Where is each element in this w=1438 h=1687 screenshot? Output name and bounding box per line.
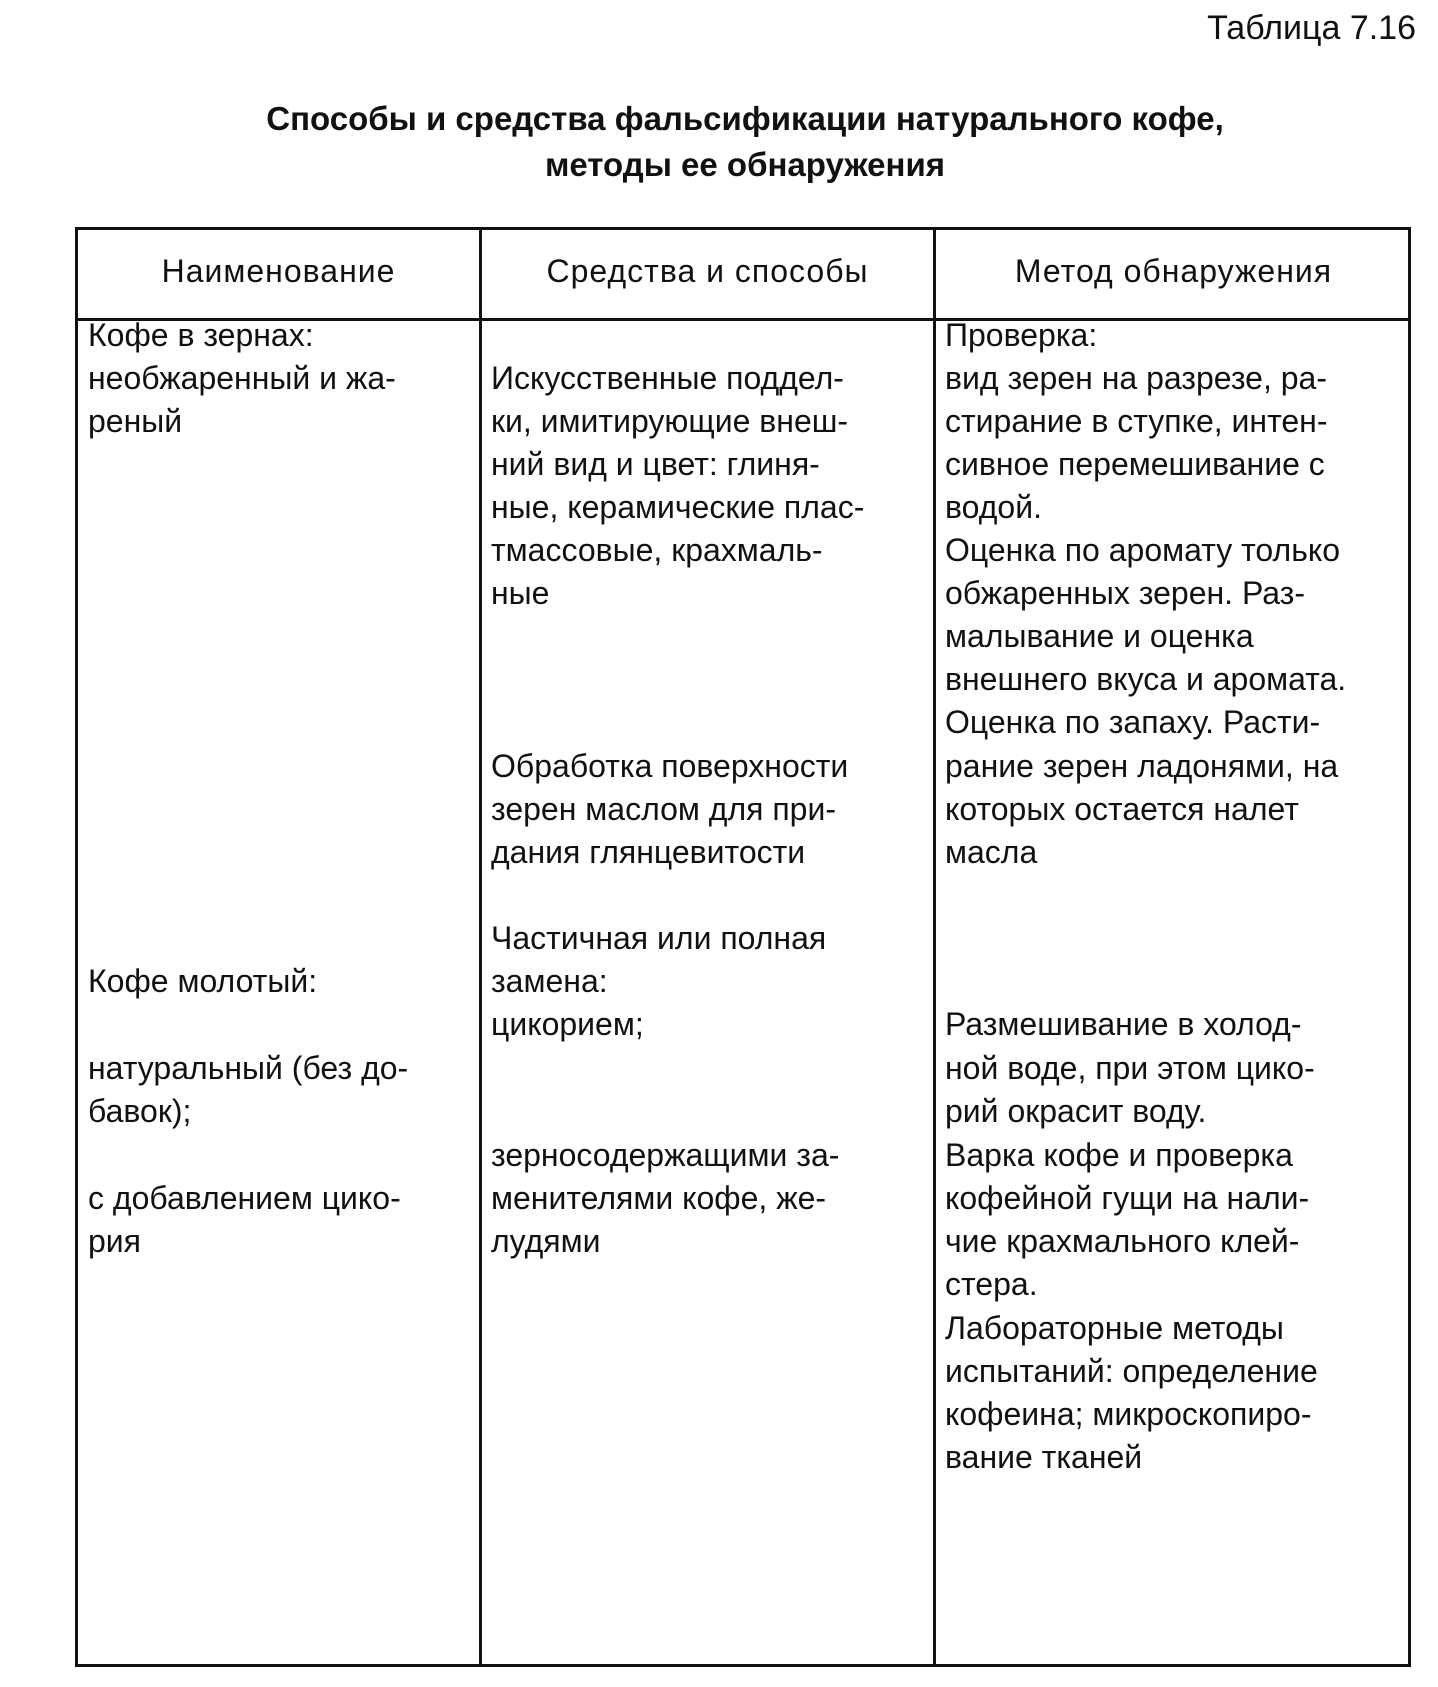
means-line: зерносодержащими за-: [491, 1137, 840, 1173]
detection-line: Варка кофе и проверка: [945, 1137, 1293, 1173]
name-line: необжаренный и жа-: [88, 360, 396, 396]
table-title-line: методы ее обнаружения: [544, 146, 946, 183]
means-line: зерен маслом для при-: [491, 791, 836, 827]
detection-line: испытаний: определение: [945, 1353, 1318, 1389]
detection-line: малывание и оценка: [945, 618, 1254, 654]
header-detection: Метод обнаружения: [1014, 253, 1333, 289]
detection-line: чие крахмального клей-: [945, 1223, 1300, 1259]
detection-line: рий окрасит воду.: [945, 1093, 1207, 1129]
table-number: Таблица 7.16: [1207, 9, 1416, 47]
falsification-table: [75, 227, 1411, 1667]
detection-line: вание тканей: [945, 1439, 1143, 1475]
detection-line: водой.: [945, 489, 1042, 525]
detection-line: Лабораторные методы: [945, 1310, 1284, 1346]
detection-line: кофейной гущи на нали-: [945, 1180, 1310, 1216]
detection-line: ной воде, при этом цико-: [945, 1050, 1315, 1086]
means-line: ки, имитирующие внеш-: [491, 403, 849, 439]
name-line: реный: [88, 403, 183, 439]
name-line: натуральный (без до-: [88, 1050, 409, 1086]
means-line: лудями: [491, 1223, 601, 1259]
name-line: бавок);: [88, 1093, 192, 1129]
means-line: тмассовые, крахмаль-: [491, 532, 823, 568]
means-line: ные: [491, 575, 550, 611]
name-line: рия: [88, 1223, 141, 1259]
means-line: менителями кофе, же-: [491, 1180, 827, 1216]
means-line: Обработка поверхности: [491, 748, 849, 784]
detection-line: стера.: [945, 1266, 1038, 1302]
detection-line: Размешивание в холод-: [945, 1006, 1302, 1042]
detection-line: Проверка:: [945, 317, 1098, 353]
means-line: Частичная или полная: [491, 920, 827, 956]
header-name: Наименование: [161, 253, 396, 289]
detection-line: обжаренных зерен. Раз-: [945, 575, 1305, 611]
means-line: Искусственные поддел-: [491, 360, 844, 396]
means-line: цикорием;: [491, 1006, 644, 1042]
means-line: замена:: [491, 963, 608, 999]
detection-line: вид зерен на разрезе, ра-: [945, 360, 1327, 396]
table-title: [70, 96, 1420, 188]
detection-line: рание зерен ладонями, на: [945, 748, 1339, 784]
name-line: с добавлением цико-: [88, 1180, 401, 1216]
name-line: Кофе в зернах:: [88, 317, 314, 353]
table-title-line: Способы и средства фальсификации натурального кофе,: [266, 100, 1224, 137]
header-means: Средства и способы: [546, 253, 869, 289]
means-line: ний вид и цвет: глиня-: [491, 446, 820, 482]
detection-line: Оценка по запаху. Расти-: [945, 704, 1321, 740]
detection-line: кофеина; микроскопиро-: [945, 1396, 1312, 1432]
detection-line: Оценка по аромату только: [945, 532, 1341, 568]
detection-line: внешнего вкуса и аромата.: [945, 661, 1347, 697]
column-divider: [933, 230, 936, 1664]
detection-line: масла: [945, 834, 1038, 870]
detection-line: сивное перемешивание с: [945, 446, 1325, 482]
means-line: ные, керамические плас-: [491, 489, 865, 525]
detection-line: стирание в ступке, интен-: [945, 403, 1328, 439]
name-line: Кофе молотый:: [88, 963, 318, 999]
column-divider: [479, 230, 482, 1664]
means-line: дания глянцевитости: [491, 834, 806, 870]
detection-line: которых остается налет: [945, 791, 1299, 827]
